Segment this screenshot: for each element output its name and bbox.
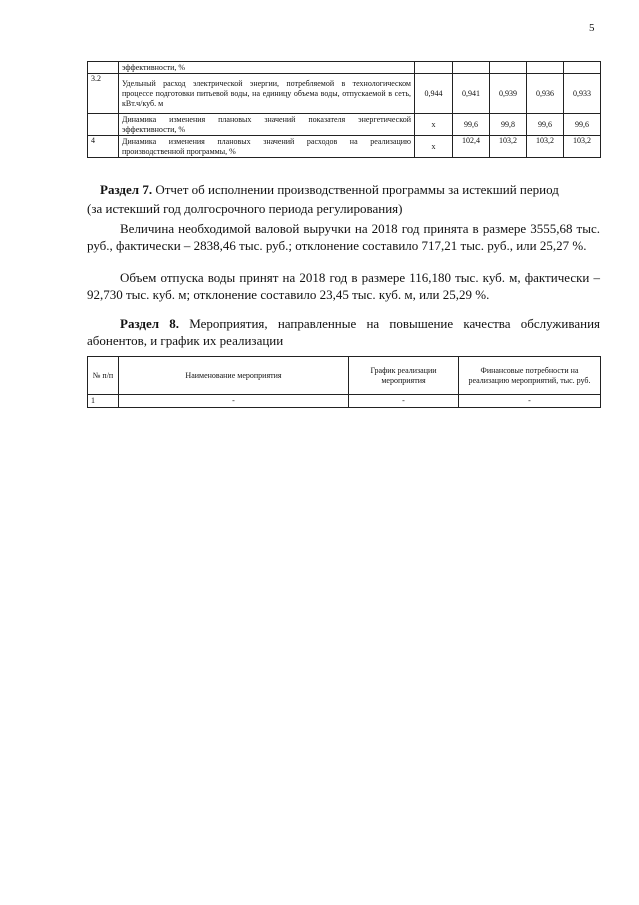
table-header-row [88, 357, 601, 395]
value-cell: 103,2 [564, 136, 601, 158]
row-description: Динамика изменения плановых значений показателя энергетической эффективности, % [119, 114, 415, 136]
indicators-table [87, 61, 601, 158]
value-cell: 0,933 [564, 74, 601, 114]
table-row [88, 114, 601, 136]
section8-heading [87, 315, 600, 349]
value-cell: 0,941 [453, 74, 490, 114]
column-header-schedule: График реализации мероприятия [349, 357, 459, 395]
value-cell: 0,944 [415, 74, 453, 114]
value-cell: х [415, 114, 453, 136]
value-cell: 99,8 [490, 114, 527, 136]
row-number: 4 [88, 136, 119, 158]
section8-label: Раздел 8. [120, 316, 180, 331]
section8-title: Мероприятия, направленные на повышение качества обслуживания абонентов, и график их реализации [87, 316, 601, 348]
cell-name: - [119, 395, 349, 408]
row-description: Динамика изменения плановых значений расходов на реализацию производственной программы, % [119, 136, 415, 158]
row-number: 3.2 [88, 74, 119, 114]
cell-schedule: - [349, 395, 459, 408]
value-cell: 103,2 [490, 136, 527, 158]
column-header-name: Наименование мероприятия [119, 357, 349, 395]
value-cell [415, 62, 453, 74]
column-header-number: № п/п [88, 357, 119, 395]
table-row [88, 136, 601, 158]
value-cell: 103,2 [527, 136, 564, 158]
table-row [88, 62, 601, 74]
table-row [88, 74, 601, 114]
row-number [88, 62, 119, 74]
value-cell: х [415, 136, 453, 158]
column-header-finance: Финансовые потребности на реализацию мероприятий, тыс. руб. [459, 357, 601, 395]
value-cell [490, 62, 527, 74]
value-cell [453, 62, 490, 74]
value-cell: 0,936 [527, 74, 564, 114]
measures-table [87, 356, 601, 408]
section7-paragraph-2: Объем отпуска воды принят на 2018 год в размере 116,180 тыс. куб. м, фактически – 92,730 тыс. куб. м; отклонение составило 23,45 тыс. куб. м, или 25,29 %. [87, 270, 600, 302]
section7-paragraph-1: Величина необходимой валовой выручки на 2018 год принята в размере 3555,68 тыс. руб., фактически – 2838,46 тыс. руб.; отклонение составило 717,21 тыс. руб., или 25,27 %. [87, 221, 600, 253]
row-description: Удельный расход электрической энергии, потребляемой в технологическом процессе подготовки питьевой воды, на единицу объема воды, отпускаемой в сеть, кВт.ч/куб. м [119, 74, 415, 114]
section7-subtitle: (за истекший год долгосрочного периода регулирования) [87, 201, 403, 216]
value-cell [527, 62, 564, 74]
value-cell: 99,6 [564, 114, 601, 136]
cell-finance: - [459, 395, 601, 408]
row-number [88, 114, 119, 136]
section7-title: Отчет об исполнении производственной программы за истекший период [155, 182, 559, 197]
value-cell [564, 62, 601, 74]
section7-heading [100, 181, 600, 199]
value-cell: 0,939 [490, 74, 527, 114]
table-row [88, 395, 601, 408]
cell-number: 1 [88, 395, 119, 408]
value-cell: 99,6 [527, 114, 564, 136]
section7-label: Раздел 7. [100, 182, 153, 197]
value-cell: 99,6 [453, 114, 490, 136]
row-description: эффективности, % [119, 62, 415, 74]
page-number: 5 [589, 22, 595, 34]
value-cell: 102,4 [453, 136, 490, 158]
